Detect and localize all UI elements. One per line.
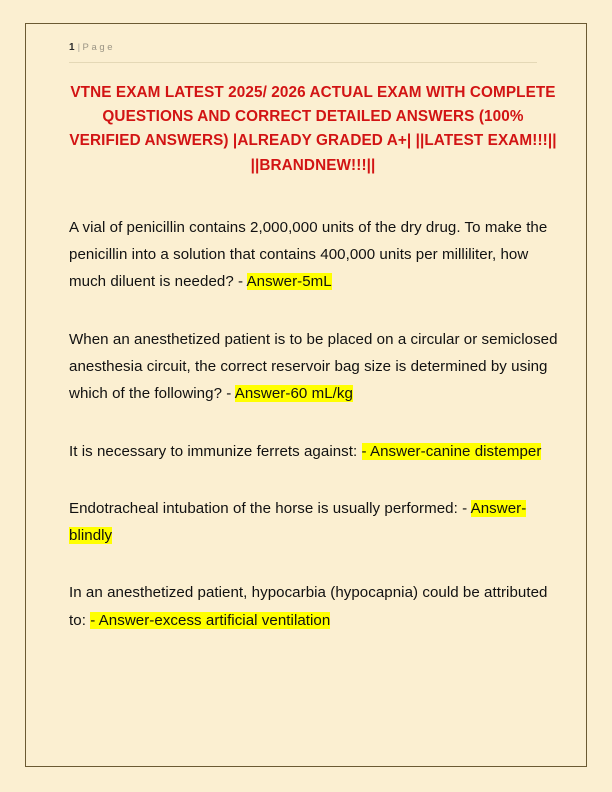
header-separator: | — [77, 42, 81, 53]
qa-block — [69, 214, 563, 296]
question-text: In an anesthetized patient, hypocarbia (hypocapnia) could be attributed to: — [69, 584, 548, 629]
page-number-label — [69, 35, 563, 55]
qa-block — [69, 438, 563, 465]
question-text: Endotracheal intubation of the horse is usually performed: - — [69, 499, 471, 517]
header-divider — [69, 62, 537, 63]
page-word-label: Page — [82, 42, 116, 53]
document-title: VTNE EXAM LATEST 2025/ 2026 ACTUAL EXAM WITH COMPLETE QUESTIONS AND CORRECT DETAILED ANSWERS (100% VERIFIED ANSWERS) |ALREADY GRADED A+| ||LATEST EXAM!!!|| ||BRANDNEW!!!|| — [69, 84, 557, 174]
answer-highlight: Answer-5mL — [246, 273, 332, 291]
qa-list — [69, 214, 563, 634]
answer-highlight: Answer-60 mL/kg — [234, 385, 353, 403]
question-text: A vial of penicillin contains 2,000,000 units of the dry drug. To make the penicillin into a solution that contains 400,000 units per milliliter, how much diluent is needed? - — [69, 218, 548, 291]
answer-highlight: - Answer-canine distemper — [361, 442, 542, 460]
question-text: When an anesthetized patient is to be placed on a circular or semiclosed anesthesia circuit, the correct reservoir bag size is determined by using which of the following? - — [69, 330, 558, 403]
qa-block — [69, 326, 563, 408]
qa-block — [69, 495, 563, 550]
page-number: 1 — [69, 42, 75, 53]
page-header — [69, 35, 563, 65]
question-text: It is necessary to immunize ferrets against: — [69, 442, 362, 460]
qa-block — [69, 579, 563, 634]
answer-highlight: - Answer-excess artificial ventilation — [90, 611, 331, 629]
answer-highlight: Answer-blindly — [69, 499, 527, 545]
page-content — [25, 23, 587, 767]
